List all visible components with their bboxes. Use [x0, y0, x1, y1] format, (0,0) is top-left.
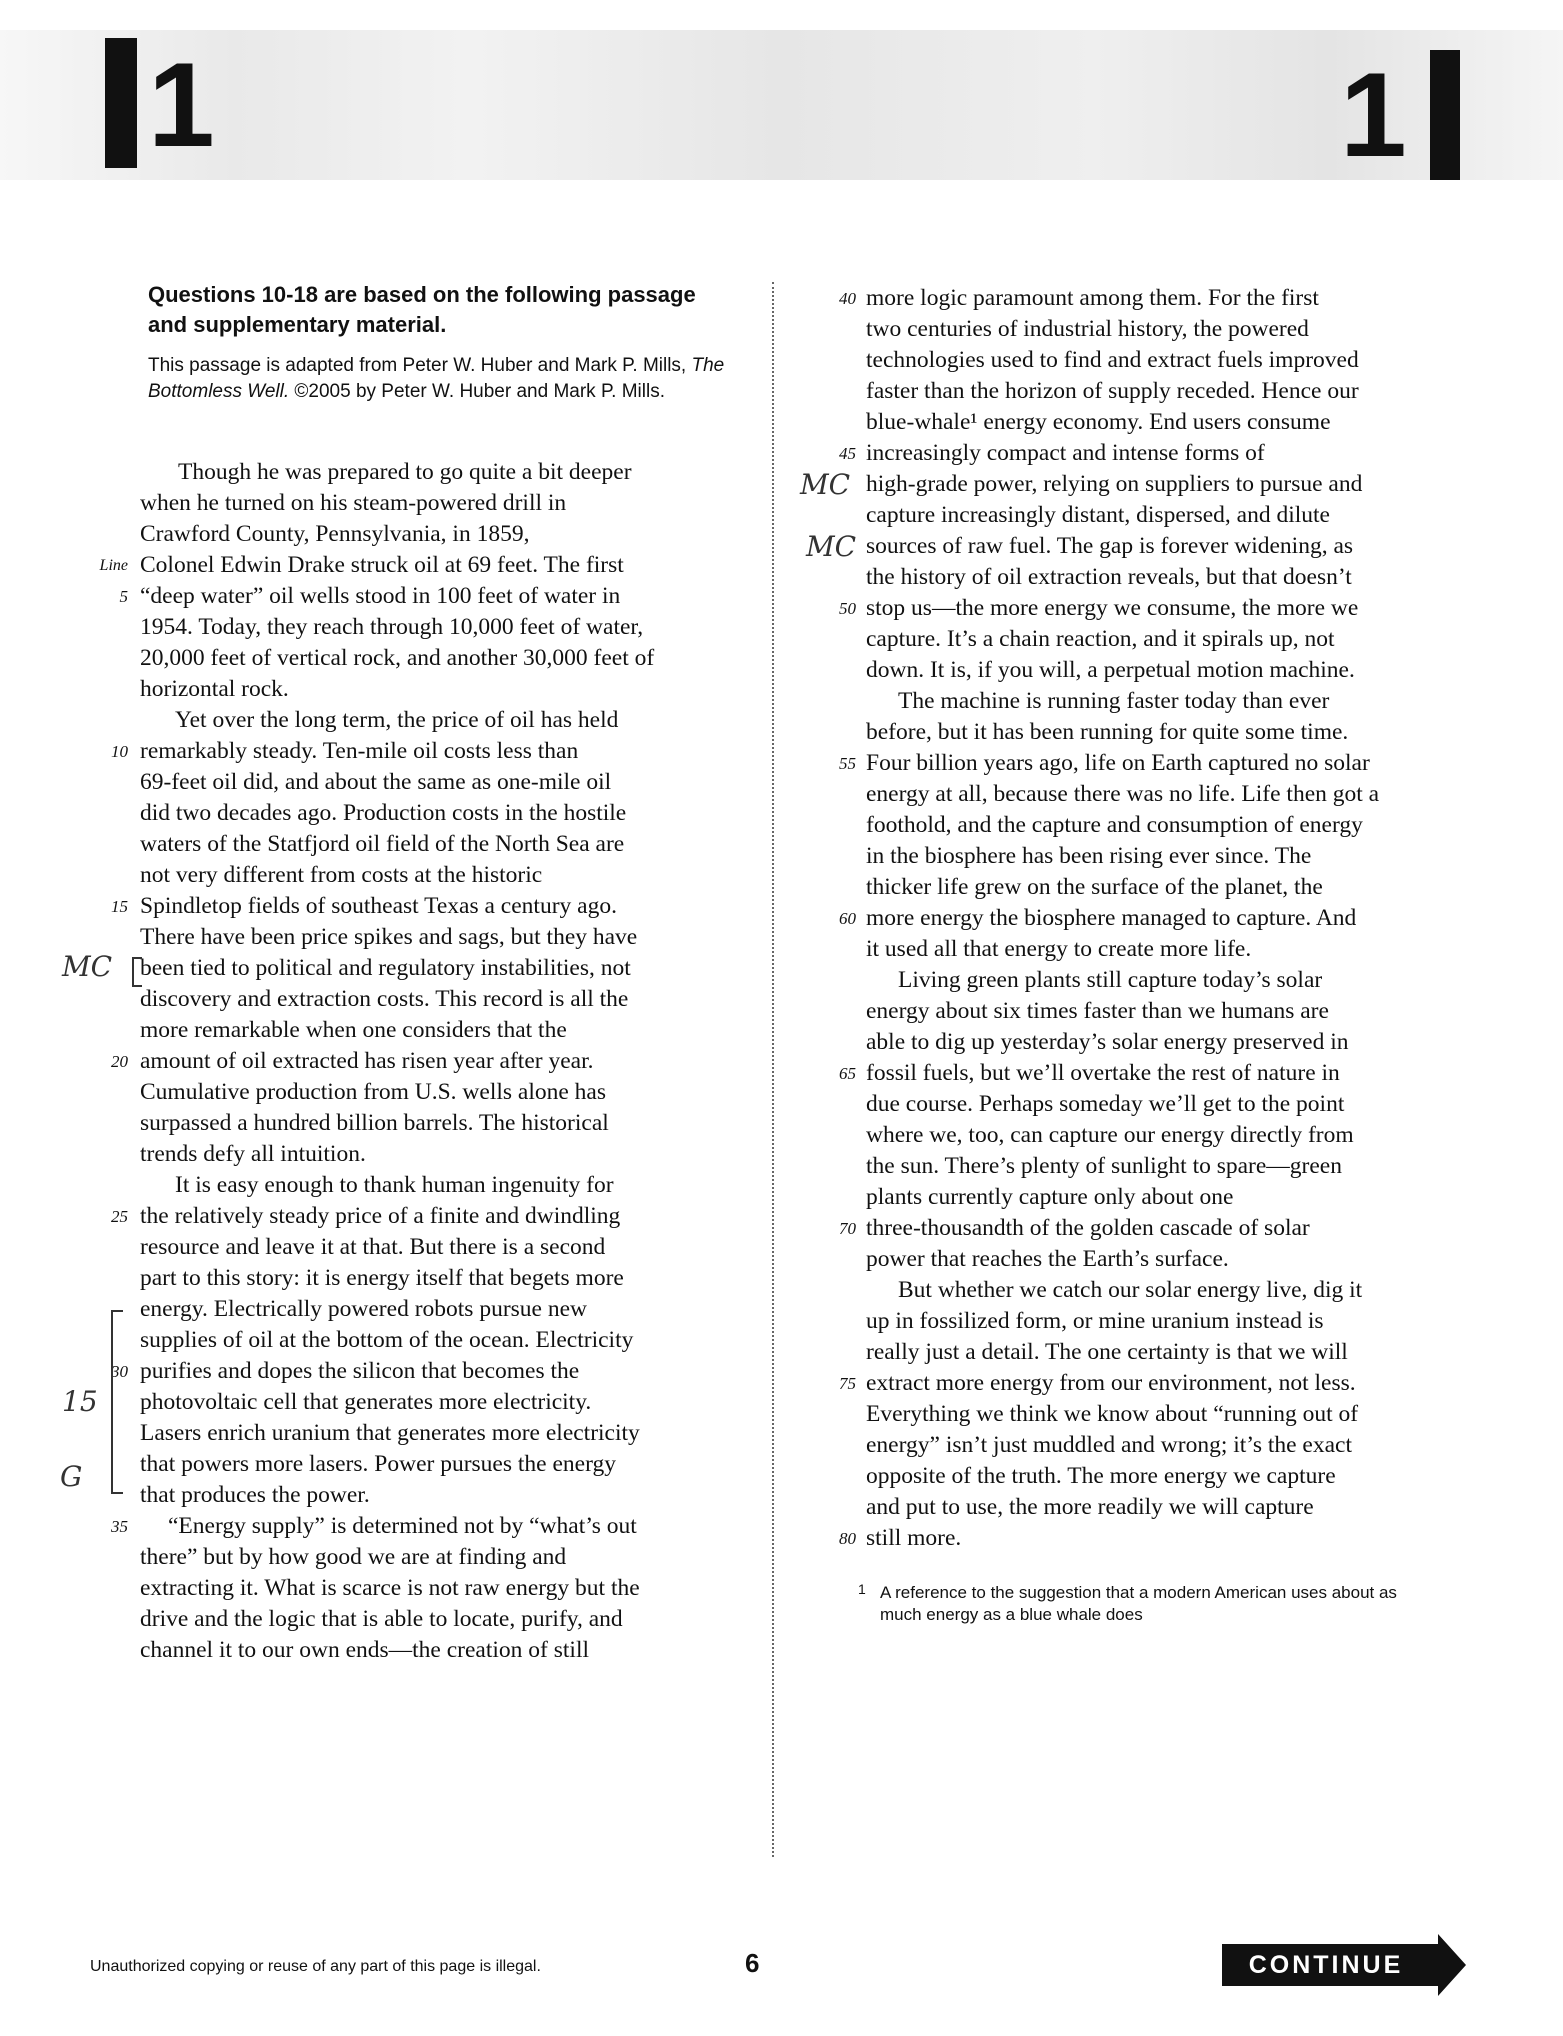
passage-line: 20,000 feet of vertical rock, and another 30,000 feet of [140, 645, 655, 671]
passage-line: increasingly compact and intense forms of [866, 440, 1265, 466]
passage-line: Yet over the long term, the price of oil has held [175, 707, 619, 733]
passage-line: not very different from costs at the historic [140, 862, 543, 888]
continue-button[interactable]: CONTINUE [1222, 1944, 1440, 1986]
handwritten-mark: MC [62, 950, 113, 983]
line-number: 80 [839, 1529, 856, 1548]
passage-line: discovery and extraction costs. This record is all the [140, 986, 629, 1012]
passage-heading: Questions 10-18 are based on the following passage and supplementary material. [148, 282, 696, 337]
passage-line: stop us—the more energy we consume, the more we [866, 595, 1359, 621]
passage-line: Cumulative production from U.S. wells alone has [140, 1079, 607, 1105]
handwritten-bracket [111, 1310, 123, 1494]
header-band [0, 30, 1563, 180]
line-number: 35 [111, 1517, 128, 1536]
passage-line: blue-whale¹ energy economy. End users consume [866, 409, 1331, 435]
passage-line: been tied to political and regulatory instabilities, not [140, 955, 631, 981]
passage-line: supplies of oil at the bottom of the ocean. Electricity [140, 1327, 634, 1353]
footnote-marker: 1 [858, 1581, 866, 1597]
passage-line: due course. Perhaps someday we’ll get to the point [866, 1091, 1345, 1117]
passage-line: “deep water” oil wells stood in 100 feet of water in [140, 583, 621, 609]
passage-line: Crawford County, Pennsylvania, in 1859, [140, 521, 530, 547]
passage-line: “Energy supply” is determined not by “what’s out [168, 1513, 637, 1539]
passage-line: where we, too, can capture our energy directly from [866, 1122, 1354, 1148]
handwritten-mark: MC [800, 468, 851, 501]
passage-line: plants currently capture only about one [866, 1184, 1234, 1210]
passage-line: Though he was prepared to go quite a bit deeper [178, 459, 632, 485]
passage-line: able to dig up yesterday’s solar energy preserved in [866, 1029, 1349, 1055]
passage-line: remarkably steady. Ten-mile oil costs less than [140, 738, 579, 764]
passage-line: channel it to our own ends—the creation of still [140, 1637, 590, 1663]
handwritten-bracket [132, 957, 142, 987]
passage-line: and put to use, the more readily we will capture [866, 1494, 1314, 1520]
passage-line: it used all that energy to create more life. [866, 936, 1252, 962]
section-number-right: 1 [1340, 48, 1407, 182]
line-number: 55 [839, 754, 856, 773]
passage-line: photovoltaic cell that generates more electricity. [140, 1389, 592, 1415]
passage-line: part to this story: it is energy itself that begets more [140, 1265, 624, 1291]
passage-line: trends defy all intuition. [140, 1141, 366, 1167]
passage-line: surpassed a hundred billion barrels. The historical [140, 1110, 609, 1136]
passage-line: Everything we think we know about “running out of [866, 1401, 1359, 1427]
passage-line: still more. [866, 1525, 962, 1551]
line-number: 65 [839, 1064, 856, 1083]
handwritten-mark: 15 [62, 1385, 98, 1418]
footnote [858, 1581, 1440, 1626]
passage-line: Four billion years ago, life on Earth captured no solar [866, 750, 1370, 776]
passage-line: three-thousandth of the golden cascade of solar [866, 1215, 1310, 1241]
passage-line: up in fossilized form, or mine uranium instead is [866, 1308, 1324, 1334]
passage-line: technologies used to find and extract fuels improved [866, 347, 1359, 373]
passage-line: fossil fuels, but we’ll overtake the rest of nature in [866, 1060, 1340, 1086]
passage-line: in the biosphere has been rising ever since. The [866, 843, 1312, 869]
passage-line: thicker life grew on the surface of the planet, the [866, 874, 1323, 900]
continue-arrow-icon[interactable] [1438, 1934, 1466, 1996]
passage-line: There have been price spikes and sags, but they have [140, 924, 638, 950]
passage-line: 1954. Today, they reach through 10,000 feet of water, [140, 614, 644, 640]
passage-line: sources of raw fuel. The gap is forever widening, as [866, 533, 1354, 559]
passage-line: did two decades ago. Production costs in the hostile [140, 800, 627, 826]
passage-line: purifies and dopes the silicon that becomes the [140, 1358, 580, 1384]
handwritten-mark: G [60, 1460, 83, 1493]
passage-line: the relatively steady price of a finite and dwindling [140, 1203, 621, 1229]
line-number: 70 [839, 1219, 856, 1238]
passage-line: It is easy enough to thank human ingenuity for [175, 1172, 614, 1198]
section-bar-right [1430, 50, 1460, 180]
passage-line: more energy the biosphere managed to capture. And [866, 905, 1357, 931]
line-number: 15 [111, 897, 128, 916]
passage-line: amount of oil extracted has risen year after year. [140, 1048, 594, 1074]
passage-line: capture. It’s a chain reaction, and it spirals up, not [866, 626, 1335, 652]
copyright-notice: Unauthorized copying or reuse of any part of this page is illegal. [90, 1958, 541, 1975]
line-number: 50 [839, 599, 856, 618]
line-number: 5 [119, 587, 128, 606]
passage-line: that produces the power. [140, 1482, 370, 1508]
passage-line: more remarkable when one considers that the [140, 1017, 567, 1043]
passage-line: Living green plants still capture today’s solar [898, 967, 1323, 993]
passage-line: the history of oil extraction reveals, but that doesn’t [866, 564, 1352, 590]
section-bar-left [105, 38, 137, 168]
passage-line: waters of the Statfjord oil field of the North Sea are [140, 831, 625, 857]
passage-line: capture increasingly distant, dispersed, and dilute [866, 502, 1330, 528]
passage-line: really just a detail. The one certainty is that we will [866, 1339, 1348, 1365]
handwritten-mark: MC [806, 530, 857, 563]
source-suffix: ©2005 by Peter W. Huber and Mark P. Mills. [289, 381, 666, 402]
passage-line: foothold, and the capture and consumption of energy [866, 812, 1363, 838]
line-number: 20 [111, 1052, 128, 1071]
line-number: 25 [111, 1207, 128, 1226]
passage-line: extract more energy from our environment, not less. [866, 1370, 1356, 1396]
passage-line: energy about six times faster than we humans are [866, 998, 1329, 1024]
line-number: 45 [839, 444, 856, 463]
page-number: 6 [745, 1948, 760, 1978]
passage-line: faster than the horizon of supply receded. Hence our [866, 378, 1359, 404]
passage-line: when he turned on his steam-powered drill in [140, 490, 567, 516]
passage-line: But whether we catch our solar energy live, dig it [898, 1277, 1363, 1303]
section-number-left: 1 [148, 38, 215, 172]
passage-line: The machine is running faster today than ever [898, 688, 1330, 714]
passage-line: horizontal rock. [140, 676, 289, 702]
passage-line: energy” isn’t just muddled and wrong; it’s the exact [866, 1432, 1353, 1458]
passage-line: that powers more lasers. Power pursues the energy [140, 1451, 616, 1477]
line-number: 60 [839, 909, 856, 928]
passage-line: energy. Electrically powered robots pursue new [140, 1296, 587, 1322]
passage-line: opposite of the truth. The more energy we capture [866, 1463, 1336, 1489]
line-number: 40 [839, 289, 856, 308]
line-number: 30 [111, 1362, 128, 1381]
passage-line: power that reaches the Earth’s surface. [866, 1246, 1229, 1272]
passage-line: the sun. There’s plenty of sunlight to spare—green [866, 1153, 1342, 1179]
passage-line: before, but it has been running for quite some time. [866, 719, 1349, 745]
line-number: 10 [111, 742, 128, 761]
passage-line: high-grade power, relying on suppliers to pursue and [866, 471, 1363, 497]
column-divider [772, 282, 774, 1857]
passage-line: more logic paramount among them. For the first [866, 285, 1319, 311]
passage-line: extracting it. What is scarce is not raw energy but the [140, 1575, 640, 1601]
passage-line: Lasers enrich uranium that generates more electricity [140, 1420, 640, 1446]
passage-line: two centuries of industrial history, the powered [866, 316, 1309, 342]
passage-line: Colonel Edwin Drake struck oil at 69 feet. The first [140, 552, 624, 578]
passage-line: energy at all, because there was no life. Life then got a [866, 781, 1380, 807]
source-book-title: The Bottomless Well. [148, 355, 725, 402]
passage-line: Spindletop fields of southeast Texas a century ago. [140, 893, 617, 919]
passage-line: down. It is, if you will, a perpetual motion machine. [866, 657, 1355, 683]
passage-source [148, 353, 738, 405]
passage-line: 69-feet oil did, and about the same as one-mile oil [140, 769, 612, 795]
passage-line: resource and leave it at that. But there is a second [140, 1234, 606, 1260]
footnote-text: A reference to the suggestion that a modern American uses about as much energy as a blue whale does [880, 1583, 1397, 1624]
line-label: Line [99, 557, 128, 574]
passage-line: there” but by how good we are at finding and [140, 1544, 567, 1570]
line-number: 75 [839, 1374, 856, 1393]
passage-line: drive and the logic that is able to locate, purify, and [140, 1606, 623, 1632]
source-prefix: This passage is adapted from Peter W. Huber and Mark P. Mills, [148, 355, 692, 376]
